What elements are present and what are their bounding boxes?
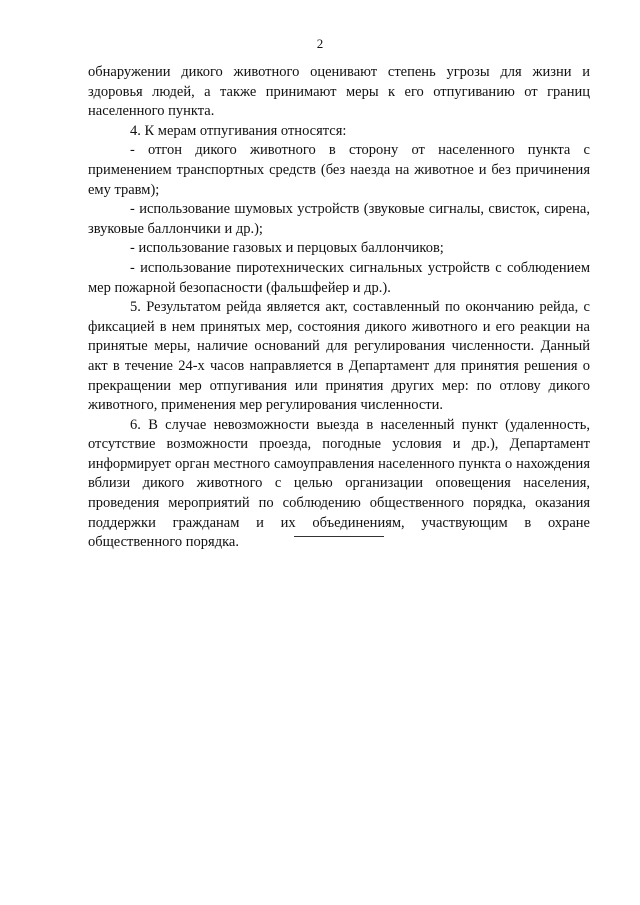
list-item-gas-canisters: - использование газовых и перцовых баллончиков; <box>130 240 444 257</box>
document-body <box>88 63 590 553</box>
paragraph-item-5: 5. Результатом рейда является акт, составленный по окончанию рейда, с фиксацией в нем принятых мер, состояния дикого животного и его реакции на принятые меры, наличие оснований для регулирования численности. Данный акт в течение 24-х часов направляется в Департамент для принятия решения о прекращении мер отпугивания или принятия других мер: по отлову дикого животного, применения мер регулирования численности. <box>88 299 590 414</box>
page-number: 2 <box>316 36 324 51</box>
list-item-noise-devices: - использование шумовых устройств (звуковые сигналы, свисток, сирена, звуковые баллончики и др.); <box>88 201 590 237</box>
list-item-pyrotechnics: - использование пиротехнических сигнальных устройств с соблюдением мер пожарной безопасности (фальшфейер и др.). <box>88 259 590 296</box>
paragraph-item-6: 6. В случае невозможности выезда в населенный пункт (удаленность, отсутствие возможности проезда, погодные условия и др.), Департамент информирует орган местного самоуправления населенного пункта о нахождения вблизи дикого животного с целью организации оповещения населения, проведения мероприятий по соблюдению общественного порядка, оказания поддержки гражданам и их объединениям, участвующим в охране общественного порядка. <box>88 416 590 551</box>
closing-divider-line <box>294 536 384 537</box>
paragraph-continuation: обнаружении дикого животного оценивают степень угрозы для жизни и здоровья людей, а также принимают меры к его отпугиванию от границ населенного пункта. <box>88 64 590 120</box>
paragraph-item-4-heading: 4. К мерам отпугивания относятся: <box>130 122 347 139</box>
list-item-chasing-away: - отгон дикого животного в сторону от населенного пункта с применением транспортных средств (без наезда на животное и без причинения ему травм); <box>88 142 590 198</box>
